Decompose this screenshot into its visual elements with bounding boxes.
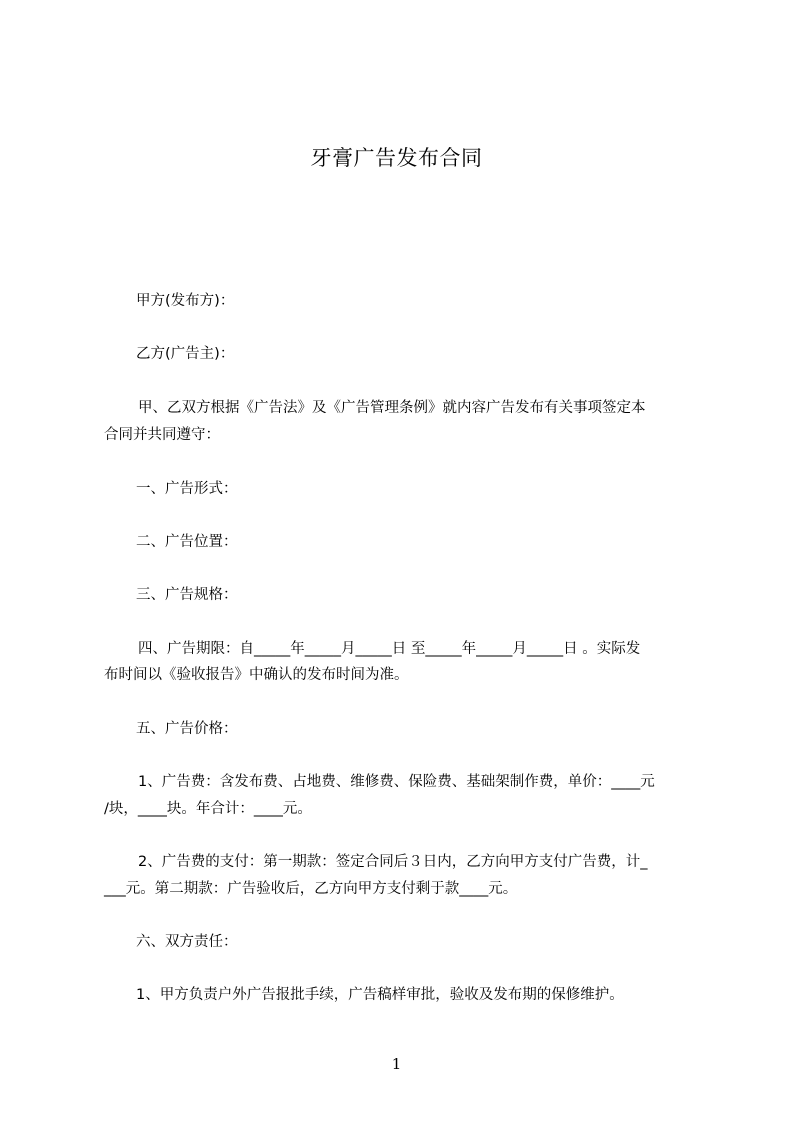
section-5-heading: 五、广告价格： xyxy=(136,721,238,737)
section-2-heading: 二、广告位置： xyxy=(136,534,238,550)
section-1-heading: 一、广告形式： xyxy=(136,481,238,497)
party-b-line: 乙方(广告主)： xyxy=(136,346,235,362)
section-5-item-2-line-1: 2、广告费的支付：第一期款：签定合同后３日内，乙方向甲方支付广告费，计_ xyxy=(138,854,648,870)
section-6-heading: 六、双方责任： xyxy=(136,934,238,950)
section-5-item-1-line-2: /块，____块。年合计：____元。 xyxy=(104,801,312,817)
party-a-line: 甲方(发布方)： xyxy=(136,293,235,309)
section-4-line-2: 布时间以《验收报告》中确认的发布时间为准。 xyxy=(104,667,409,683)
document-title: 牙膏广告发布合同 xyxy=(310,146,483,170)
section-5-item-1-line-1: 1、广告费：含发布费、占地费、维修费、保险费、基础架制作费，单价：____元 xyxy=(138,774,655,790)
section-4-line-1: 四、广告期限：自_____年_____月_____日 至_____年_____月_____日 。实际发 xyxy=(138,641,641,657)
section-6-item-1: 1、甲方负责户外广告报批手续，广告稿样审批，验收及发布期的保修维护。 xyxy=(136,987,624,1003)
section-5-item-2-line-2: ___元。第二期款：广告验收后，乙方向甲方支付剩于款____元。 xyxy=(104,881,518,897)
preamble-line-2: 合同并共同遵守： xyxy=(104,427,220,443)
page-number: 1 xyxy=(391,1055,402,1073)
section-3-heading: 三、广告规格： xyxy=(136,587,238,603)
preamble-line-1: 甲、乙双方根据《广告法》及《广告管理条例》就内容广告发布有关事项签定本 xyxy=(138,400,646,416)
